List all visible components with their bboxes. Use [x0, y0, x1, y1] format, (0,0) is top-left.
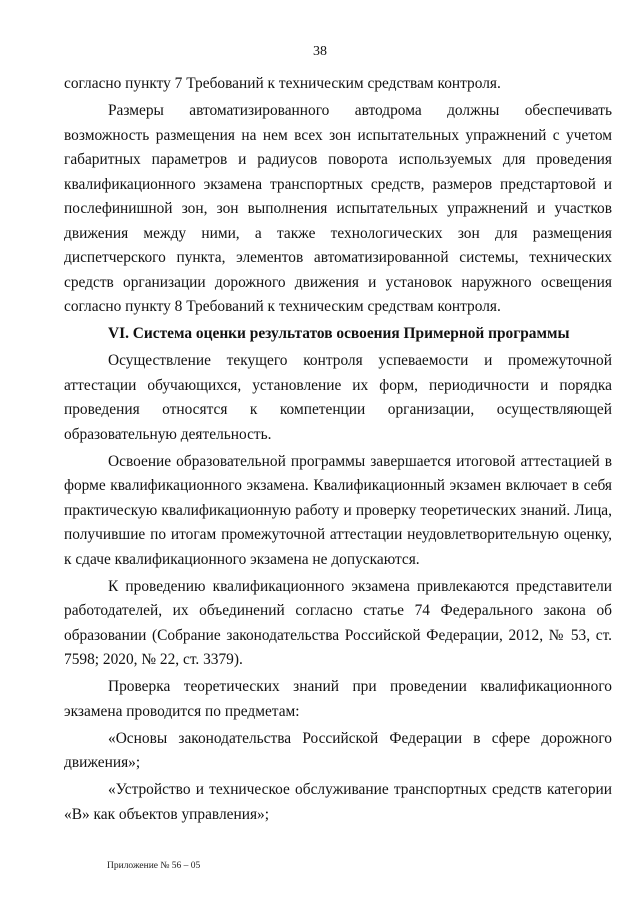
page-number: 38 [313, 44, 327, 59]
paragraph-continuation: согласно пункту 7 Требований к техническим средствам контроля. [64, 75, 501, 92]
paragraph-employers: К проведению квалификационного экзамена привлекаются представители работодателей, их объединений согласно статье 74 Федерального закона об образовании (Собрание законодательства Российской Федерации, 2012, № 53, ст. 7598; 2020, № 22, ст. 3379). [64, 577, 612, 668]
section-heading: VI. Система оценки результатов освоения Примерной программы [108, 325, 570, 342]
page-footer: Приложение № 56 – 05 [107, 861, 201, 871]
paragraph-current-control: Осуществление текущего контроля успеваемости и промежуточной аттестации обучающихся, установление их форм, периодичности и порядка проведения относятся к компетенции организации, осуществляющей образовательную деятельность. [64, 352, 612, 443]
paragraph-final-attestation: Освоение образовательной программы завершается итоговой аттестацией в форме квалификационного экзамена. Квалификационный экзамен включает в себя практическую квалификационную работу и проверку теоретических знаний. Лица, получившие по итогам промежуточной аттестации неудовлетворительную оценку, к сдаче квалификационного экзамена не допускаются. [64, 452, 612, 568]
paragraph-autodrome-size: Размеры автоматизированного автодрома должны обеспечивать возможность размещения на нем всех зон испытательных упражнений с учетом габаритных параметров и радиусов поворота используемых для проведения квалификационного экзамена транспортных средств, размеров предстартовой и послефинишной зон, зон выполнения испытательных упражнений и участков движения между ними, а также технологических зон для размещения диспетчерского пункта, элементов автоматизированной системы, технических средств организации дорожного движения и установок наружного освещения согласно пункту 8 Требований к техническим средствам контроля. [64, 102, 612, 315]
paragraph-subject-traffic-law: «Основы законодательства Российской Федерации в сфере дорожного движения»; [64, 729, 612, 771]
document-body [64, 72, 612, 827]
paragraph-theory-check: Проверка теоретических знаний при проведении квалификационного экзамена проводится по предметам: [64, 678, 612, 720]
paragraph-subject-vehicle-maintenance: «Устройство и техническое обслуживание транспортных средств категории «В» как объектов управления»; [64, 781, 612, 823]
